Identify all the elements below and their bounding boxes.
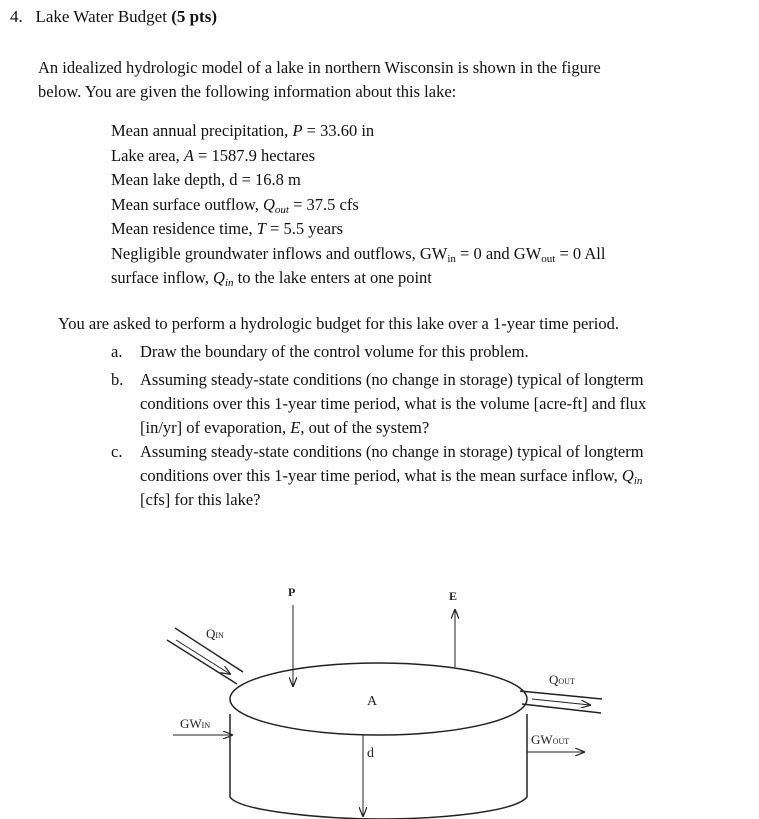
intro-line-2: below. You are given the following information about this lake: xyxy=(38,82,457,101)
question-c-line-2: conditions over this 1-year time period, what is the mean surface inflow, $Q_{in}$ xyxy=(140,466,643,487)
lake-cylinder-body xyxy=(230,714,527,819)
label-d: d xyxy=(367,746,374,761)
question-a-line-1: Draw the boundary of the control volume for this problem. xyxy=(140,342,529,361)
given-info-list xyxy=(111,119,605,291)
question-b-line-2: conditions over this 1-year time period, what is the volume [acre-ft] and flux xyxy=(140,394,647,413)
task-statement: You are asked to perform a hydrologic budget for this lake over a 1-year time period. xyxy=(58,314,619,333)
problem-number: 4. xyxy=(10,7,23,26)
question-b-label: b. xyxy=(111,370,124,389)
label-qout: QOUT xyxy=(549,672,575,687)
question-c-label: c. xyxy=(111,442,123,461)
lake-surface-ellipse xyxy=(230,663,527,735)
problem-title xyxy=(10,7,217,27)
given-depth: Mean lake depth, d = 16.8 m xyxy=(111,170,301,189)
inflow-channel xyxy=(167,628,243,684)
question-a xyxy=(111,340,646,364)
label-a: A xyxy=(367,694,378,709)
problem-name: Lake Water Budget xyxy=(35,7,167,26)
question-c-line-1: Assuming steady-state conditions (no change in storage) typical of longterm xyxy=(140,442,644,461)
given-residence-time: Mean residence time, T = 5.5 years xyxy=(111,219,344,238)
question-c-line-3: [cfs] for this lake? xyxy=(140,490,261,509)
given-groundwater: Negligible groundwater inflows and outflows, $GW_{in} = 0$ and $GW_{out} = 0$ All xyxy=(111,243,606,265)
problem-points: (5 pts) xyxy=(171,7,217,26)
question-b xyxy=(111,368,646,440)
intro-line-1: An idealized hydrologic model of a lake in northern Wisconsin is shown in the figure xyxy=(38,58,601,77)
intro-paragraph xyxy=(38,56,601,104)
label-qin: QIN xyxy=(206,626,224,641)
question-list xyxy=(111,340,646,512)
question-c xyxy=(111,440,646,512)
label-gwin: GWIN xyxy=(180,716,211,731)
question-a-label: a. xyxy=(111,342,123,361)
lake-hydrologic-diagram xyxy=(0,560,759,819)
question-b-line-3: [in/yr] of evaporation, E, out of the system? xyxy=(140,418,430,437)
given-precipitation: Mean annual precipitation, P = 33.60 in xyxy=(111,121,375,140)
given-outflow: Mean surface outflow, $Q_{out} = 37.5$ cfs xyxy=(111,194,359,216)
given-area: Lake area, A = 1587.9 hectares xyxy=(111,145,316,165)
label-e: E xyxy=(449,589,458,603)
label-gwout: GWOUT xyxy=(531,732,570,747)
outflow-channel xyxy=(520,691,602,713)
given-surface-inflow: surface inflow, $Q_{in}$ to the lake enters at one point xyxy=(111,268,432,289)
label-p: P xyxy=(288,585,296,599)
question-b-line-1: Assuming steady-state conditions (no change in storage) typical of longterm xyxy=(140,370,644,389)
